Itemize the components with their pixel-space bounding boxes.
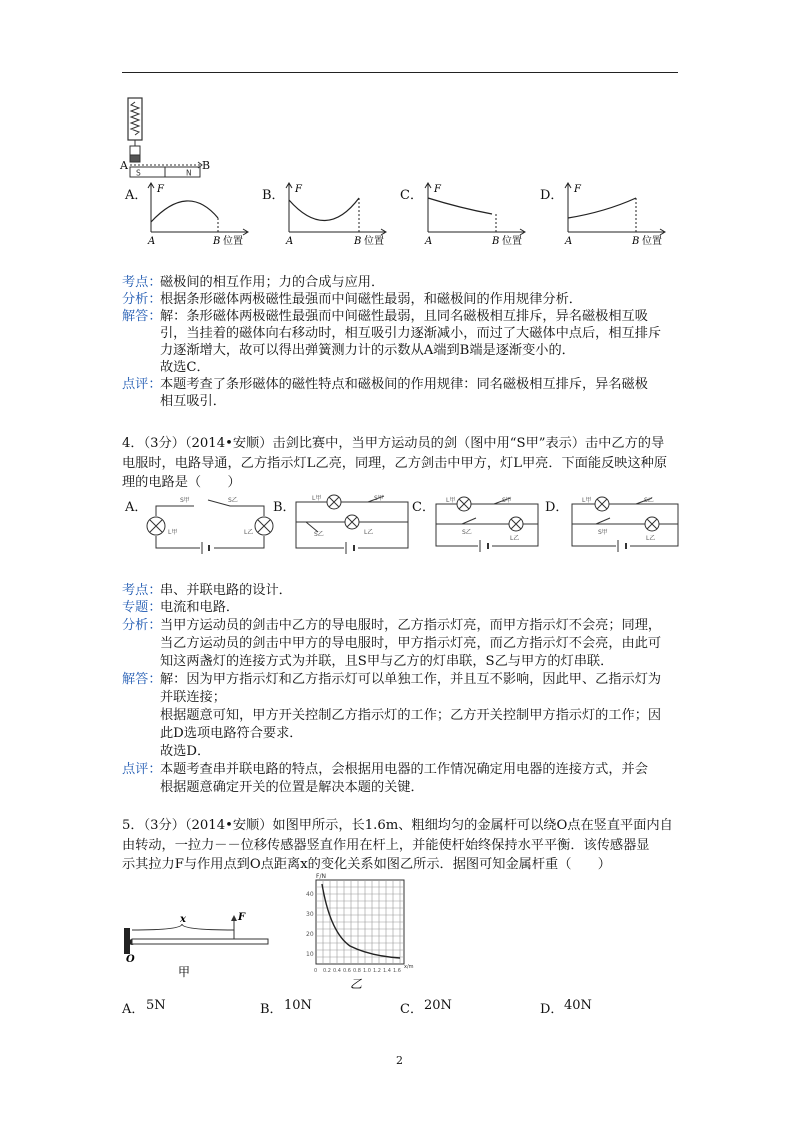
q5-option-a-value[interactable]: 5N [146, 998, 166, 1013]
q3-option-c[interactable]: C． [400, 188, 423, 203]
circuit-b-s1: S甲 [374, 495, 384, 502]
graph-d [560, 180, 670, 248]
graph-d-a: A [565, 236, 573, 247]
q4-jieda-line: 并联连接； [160, 690, 226, 705]
circuit-d-l1: L甲 [582, 497, 592, 504]
circuit-c [432, 494, 542, 556]
force-distance-chart [300, 872, 420, 990]
graph-d-pos: 位置 [642, 236, 662, 247]
page-number: 2 [396, 1054, 403, 1067]
circuit-b [292, 494, 412, 556]
q4-option-d[interactable]: D． [545, 500, 569, 515]
graph-c [420, 180, 530, 248]
chart-caption: 乙 [350, 977, 363, 991]
q4-stem-line: 4．（3分）（2014•安顺）击剑比赛中，当甲方运动员的剑（图中用“S甲”表示）击中乙方的导 [122, 436, 665, 451]
q3-jieda-line: 引，当挂着的磁体向右移动时，相互吸引力逐渐减小，而过了大磁体中点后，相互排斥 [160, 326, 662, 341]
circuit-a [146, 494, 272, 556]
graph-b-a: A [286, 236, 294, 247]
circuit-c-l2: L乙 [510, 535, 520, 542]
circuit-b-s2: S乙 [314, 531, 324, 538]
lever-f: F [238, 912, 246, 923]
chart-x-tick: 1.2 [373, 968, 381, 974]
q5-option-b-value[interactable]: 10N [284, 998, 312, 1013]
graph-d-f: F [574, 184, 581, 195]
point-a-label: A [120, 159, 128, 172]
chart-x-tick: 0 [314, 968, 318, 974]
lever-x: x [180, 914, 186, 925]
graph-a-b: B [213, 236, 221, 247]
chart-y-tick: 20 [306, 931, 314, 938]
q4-jieda-line: 解：因为甲方指示灯和乙方指示灯可以单独工作，并且互不影响，因此甲、乙指示灯为 [160, 672, 662, 687]
chart-y-label: F/N [316, 873, 326, 880]
q5-stem-line: 示其拉力F与作用点到O点距离x的变化关系如图乙所示．据图可知金属杆重（ ） [122, 857, 611, 872]
q4-stem-line: 电服时，电路导通，乙方指示灯L乙亮，同理，乙方剑击中甲方，灯L甲亮．下面能反映这种原 [122, 456, 668, 471]
circuit-a-l1: L甲 [168, 529, 178, 536]
q5-option-c-label[interactable]: C． [400, 1002, 423, 1017]
chart-x-tick: 0.6 [343, 968, 351, 974]
chart-x-tick: 0.4 [333, 968, 341, 974]
q4-option-c[interactable]: C． [412, 500, 435, 515]
circuit-d-s2: S乙 [644, 497, 654, 504]
q4-option-a[interactable]: A． [125, 500, 148, 515]
chart-x-tick: 0.2 [323, 968, 331, 974]
q3-jieda-label: 解答： [122, 309, 162, 324]
q4-option-b[interactable]: B． [273, 500, 296, 515]
circuit-b-l2: L乙 [364, 529, 374, 536]
q3-jieda-line: 力逐渐增大，故可以得出弹簧测力计的示数从A端到B端是逐渐变小的． [160, 343, 575, 358]
q4-dianping-line: 本题考查串并联电路的特点，会根据用电器的工作情况确定用电器的连接方式，并会 [160, 762, 648, 777]
graph-b-b: B [354, 236, 362, 247]
q5-stem-line: 5．（3分）（2014•安顺）如图甲所示，长1.6m、粗细均匀的金属杆可以绕O点在竖直平面内自 [122, 818, 673, 833]
q3-fenxi: 根据条形磁体两极磁性最强而中间磁性最弱，和磁极间的作用规律分析． [160, 292, 582, 307]
graph-b-f: F [295, 184, 302, 195]
q5-option-d-value[interactable]: 40N [564, 998, 592, 1013]
circuit-b-l1: L甲 [312, 495, 322, 502]
q3-kaodian: 磁极间的相互作用；力的合成与应用． [160, 275, 385, 290]
graph-c-a: A [425, 236, 433, 247]
header-rule [122, 72, 678, 73]
circuit-a-l2: L乙 [244, 529, 254, 536]
q4-fenxi-line: 知这两盏灯的连接方式为并联，且S甲与乙方的灯串联，S乙与甲方的灯串联． [160, 654, 614, 669]
q4-fenxi-line: 当乙方运动员的剑击中甲方的导电服时，甲方指示灯亮，而乙方指示灯不会亮，由此可 [160, 636, 662, 651]
chart-x-tick: 1.6 [393, 968, 401, 974]
point-b-label: B [202, 159, 211, 172]
circuit-a-s1: S甲 [180, 497, 190, 504]
q4-zhuanti-label: 专题： [122, 600, 162, 615]
graph-a-f: F [157, 184, 164, 195]
q4-stem-line: 理的电路是（ ） [122, 475, 241, 490]
q3-fenxi-label: 分析： [122, 292, 162, 307]
q5-option-c-value[interactable]: 20N [424, 998, 452, 1013]
graph-a [143, 180, 253, 248]
q3-option-b[interactable]: B． [262, 188, 285, 203]
graph-a-a: A [148, 236, 156, 247]
q5-option-a-label[interactable]: A． [122, 1002, 145, 1017]
chart-y-tick: 40 [306, 891, 314, 898]
graph-c-pos: 位置 [502, 236, 522, 247]
chart-y-tick: 10 [306, 951, 314, 958]
q5-option-d-label[interactable]: D． [540, 1002, 564, 1017]
q4-kaodian-label: 考点： [122, 583, 162, 598]
circuit-c-s2: S乙 [462, 529, 472, 536]
q4-jieda-label: 解答： [122, 672, 162, 687]
q4-jieda-line: 此D选项电路符合要求． [160, 726, 303, 741]
q4-zhuanti: 电流和电路． [160, 600, 240, 615]
q3-option-a[interactable]: A． [125, 188, 148, 203]
q4-jieda-line: 故选D． [160, 744, 211, 759]
chart-x-tick: 1.4 [383, 968, 391, 974]
q4-jieda-line: 根据题意可知，甲方开关控制乙方指示灯的工作；乙方开关控制甲方指示灯的工作；因 [160, 708, 662, 723]
q4-kaodian: 串、并联电路的设计． [160, 583, 292, 598]
q3-jieda-line: 故选C． [160, 360, 210, 375]
graph-b [281, 180, 391, 248]
q3-jieda-line: 解：条形磁体两极磁性最强而中间磁性最弱，且同名磁极相互排斥，异名磁极相互吸 [160, 309, 648, 324]
label-s: S [136, 168, 141, 178]
circuit-c-s1: S甲 [502, 497, 512, 504]
q4-fenxi-line: 当甲方运动员的剑击中乙方的导电服时，乙方指示灯亮，而甲方指示灯不会亮；同理， [160, 618, 662, 633]
q4-dianping-line: 根据题意确定开关的位置是解决本题的关键． [160, 780, 424, 795]
graph-b-pos: 位置 [364, 236, 384, 247]
circuit-d-s1: S甲 [598, 529, 608, 536]
graph-d-b: B [632, 236, 640, 247]
graph-c-f: F [434, 184, 441, 195]
q3-dianping-line: 本题考查了条形磁体的磁性特点和磁极间的作用规律：同名磁极相互排斥，异名磁极 [160, 377, 648, 392]
q5-stem-line: 由转动，一拉力－－位移传感器竖直作用在杆上，并能使杆始终保持水平平衡．该传感器显 [122, 838, 650, 853]
lever-o: O [126, 954, 135, 965]
label-n: N [186, 168, 192, 178]
q3-option-d[interactable]: D． [540, 188, 564, 203]
graph-c-b: B [492, 236, 500, 247]
chart-x-tick: 1.0 [363, 968, 371, 974]
circuit-d-l2: L乙 [646, 535, 656, 542]
chart-x-label: x/m [404, 964, 414, 970]
chart-x-tick: 0.8 [353, 968, 361, 974]
circuit-c-l1: L甲 [446, 497, 456, 504]
lever-figure [118, 890, 278, 980]
lever-caption: 甲 [178, 965, 191, 979]
chart-y-tick: 30 [306, 911, 314, 918]
q3-kaodian-label: 考点： [122, 275, 162, 290]
q4-fenxi-label: 分析： [122, 618, 162, 633]
circuit-d [568, 494, 682, 556]
q4-dianping-label: 点评： [122, 762, 162, 777]
q3-dianping-label: 点评： [122, 377, 162, 392]
circuit-a-s2: S乙 [228, 497, 238, 504]
q5-option-b-label[interactable]: B． [260, 1002, 283, 1017]
graph-a-pos: 位置 [223, 236, 243, 247]
q3-dianping-line: 相互吸引． [160, 394, 226, 409]
